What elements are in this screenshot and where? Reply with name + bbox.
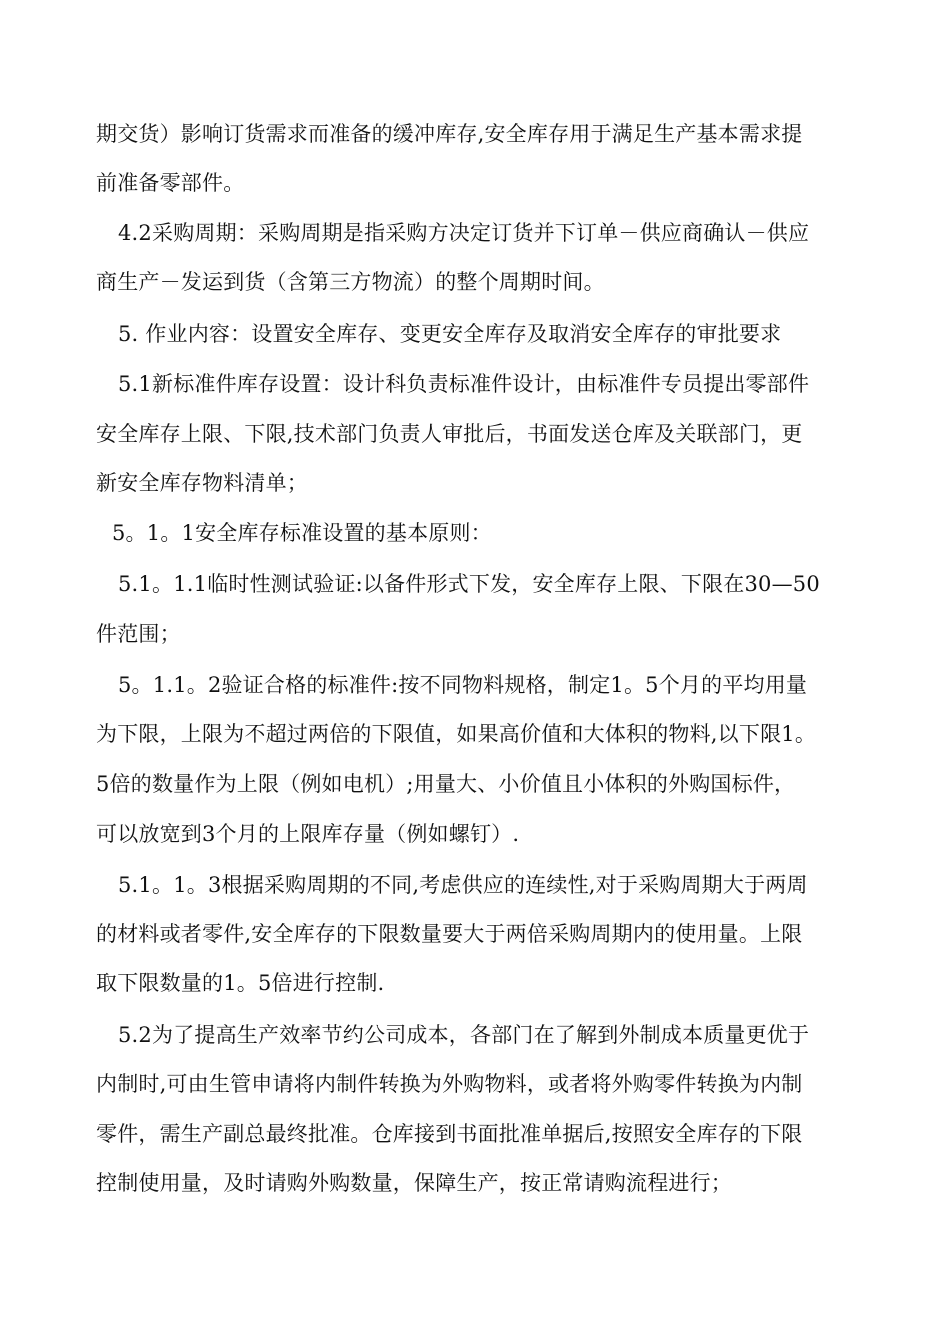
text-line: 控制使用量，及时请购外购数量，保障生产，按正常请购流程进行； (96, 1171, 732, 1195)
text-line: 安全库存上限、下限,技术部门负责人审批后，书面发送仓库及关联部门，更 (96, 422, 803, 446)
section-5-1-1-line: 5。1。1安全库存标准设置的基本原则： (112, 521, 492, 545)
section-5-heading: 5. 作业内容：设置安全库存、变更安全库存及取消安全库存的审批要求 (118, 322, 782, 346)
text-line: 前准备零部件。 (96, 171, 245, 195)
section-5-1-line: 5.1新标准件库存设置：设计科负责标准件设计，由标准件专员提出零部件 (118, 372, 810, 396)
section-5-1-1-2-line: 5。1.1。2验证合格的标准件:按不同物料规格，制定1。5个月的平均用量 (118, 673, 808, 697)
text-line: 可以放宽到3个月的上限库存量（例如螺钉）. (96, 822, 520, 846)
text-line: 5倍的数量作为上限（例如电机）;用量大、小价值且小体积的外购国标件， (96, 772, 796, 796)
text-line: 取下限数量的1。5倍进行控制. (96, 971, 385, 995)
section-5-1-1-3-line: 5.1。1。3根据采购周期的不同,考虑供应的连续性,对于采购周期大于两周 (118, 873, 808, 897)
section-4-2-line: 4.2采购周期：采购周期是指采购方决定订货并下订单－供应商确认－供应 (118, 221, 810, 245)
text-line: 新安全库存物料清单； (96, 471, 308, 495)
text-line: 的材料或者零件,安全库存的下限数量要大于两倍采购周期内的使用量。上限 (96, 922, 803, 946)
section-5-1-1-1-line: 5.1。1.1临时性测试验证:以备件形式下发，安全库存上限、下限在30—50 (118, 572, 820, 596)
text-line: 内制时,可由生管申请将内制件转换为外购物料，或者将外购零件转换为内制 (96, 1072, 803, 1096)
text-line: 期交货）影响订货需求而准备的缓冲库存,安全库存用于满足生产基本需求提 (96, 122, 803, 146)
text-line: 零件，需生产副总最终批准。仓库接到书面批准单据后,按照安全库存的下限 (96, 1122, 803, 1146)
text-line: 为下限，上限为不超过两倍的下限值，如果高价值和大体积的物料,以下限1。 (96, 722, 817, 746)
text-line: 件范围； (96, 622, 181, 646)
section-5-2-line: 5.2为了提高生产效率节约公司成本，各部门在了解到外制成本质量更优于 (118, 1023, 810, 1047)
text-line: 商生产－发运到货（含第三方物流）的整个周期时间。 (96, 270, 605, 294)
